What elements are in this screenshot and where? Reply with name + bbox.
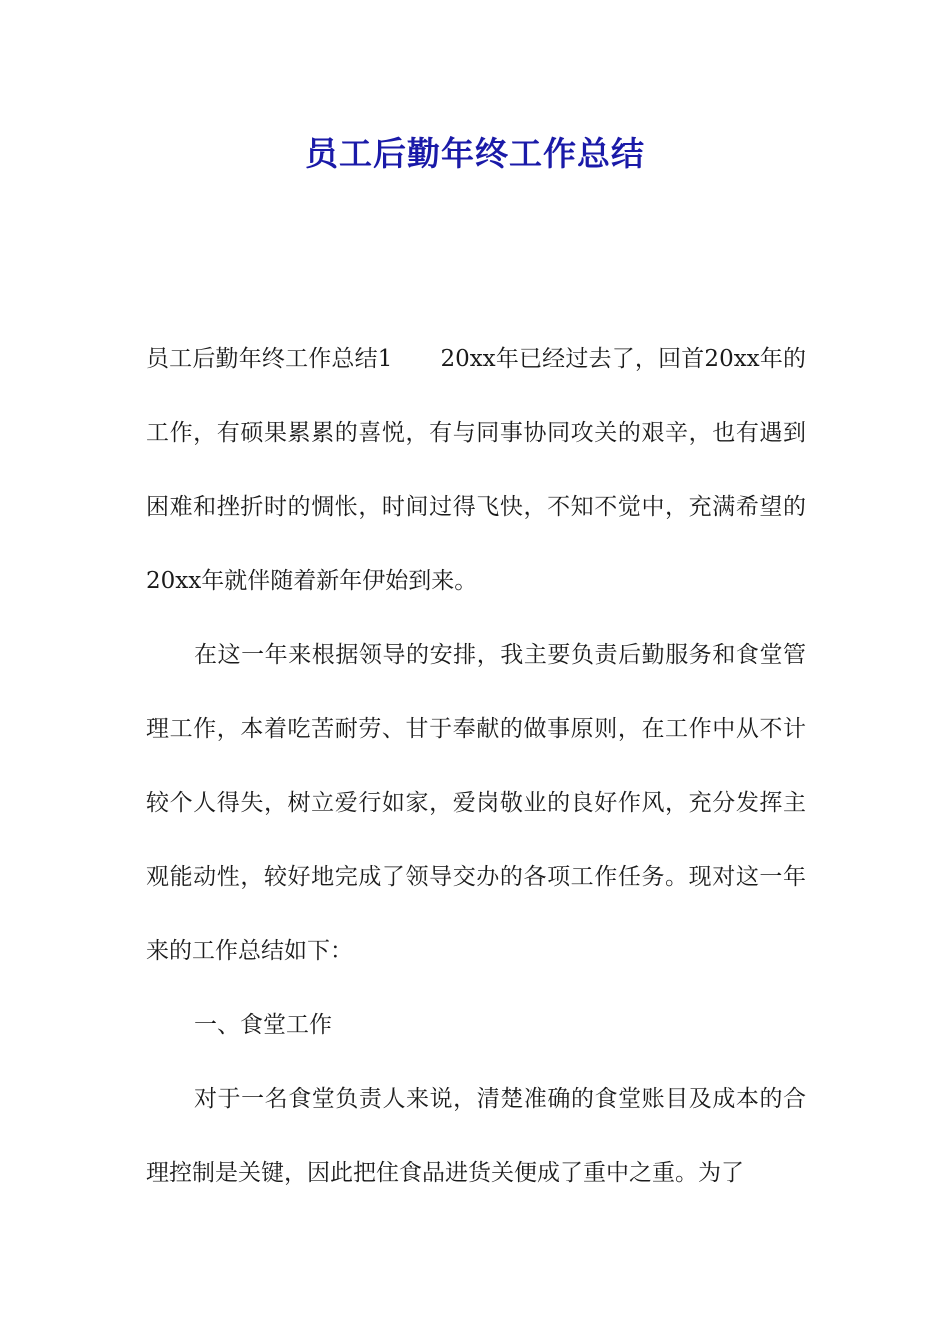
paragraph-1-lead: 员工后勤年终工作总结1	[146, 346, 393, 372]
paragraph-3: 对于一名食堂负责人来说，清楚准确的食堂账目及成本的合理控制是关键，因此把住食品进货关便成了重中之重。为了	[146, 1086, 806, 1186]
document-body	[146, 322, 806, 1210]
section-heading-canteen: 一、食堂工作	[194, 1012, 332, 1038]
paragraph-2: 在这一年来根据领导的安排，我主要负责后勤服务和食堂管理工作，本着吃苦耐劳、甘于奉献的做事原则，在工作中从不计较个人得失，树立爱行如家，爱岗敬业的良好作风，充分发挥主观能动性，较好地完成了领导交办的各项工作任务。现对这一年来的工作总结如下：	[146, 642, 806, 964]
paragraph-1	[146, 322, 806, 618]
paragraph-1-text: 20xx年已经过去了，回首20xx年的工作，有硕果累累的喜悦，有与同事协同攻关的艰辛，也有遇到困难和挫折时的惆怅，时间过得飞快，不知不觉中，充满希望的20xx年就伴随着新年伊始到来。	[146, 346, 807, 594]
document-title: 员工后勤年终工作总结	[305, 134, 645, 173]
